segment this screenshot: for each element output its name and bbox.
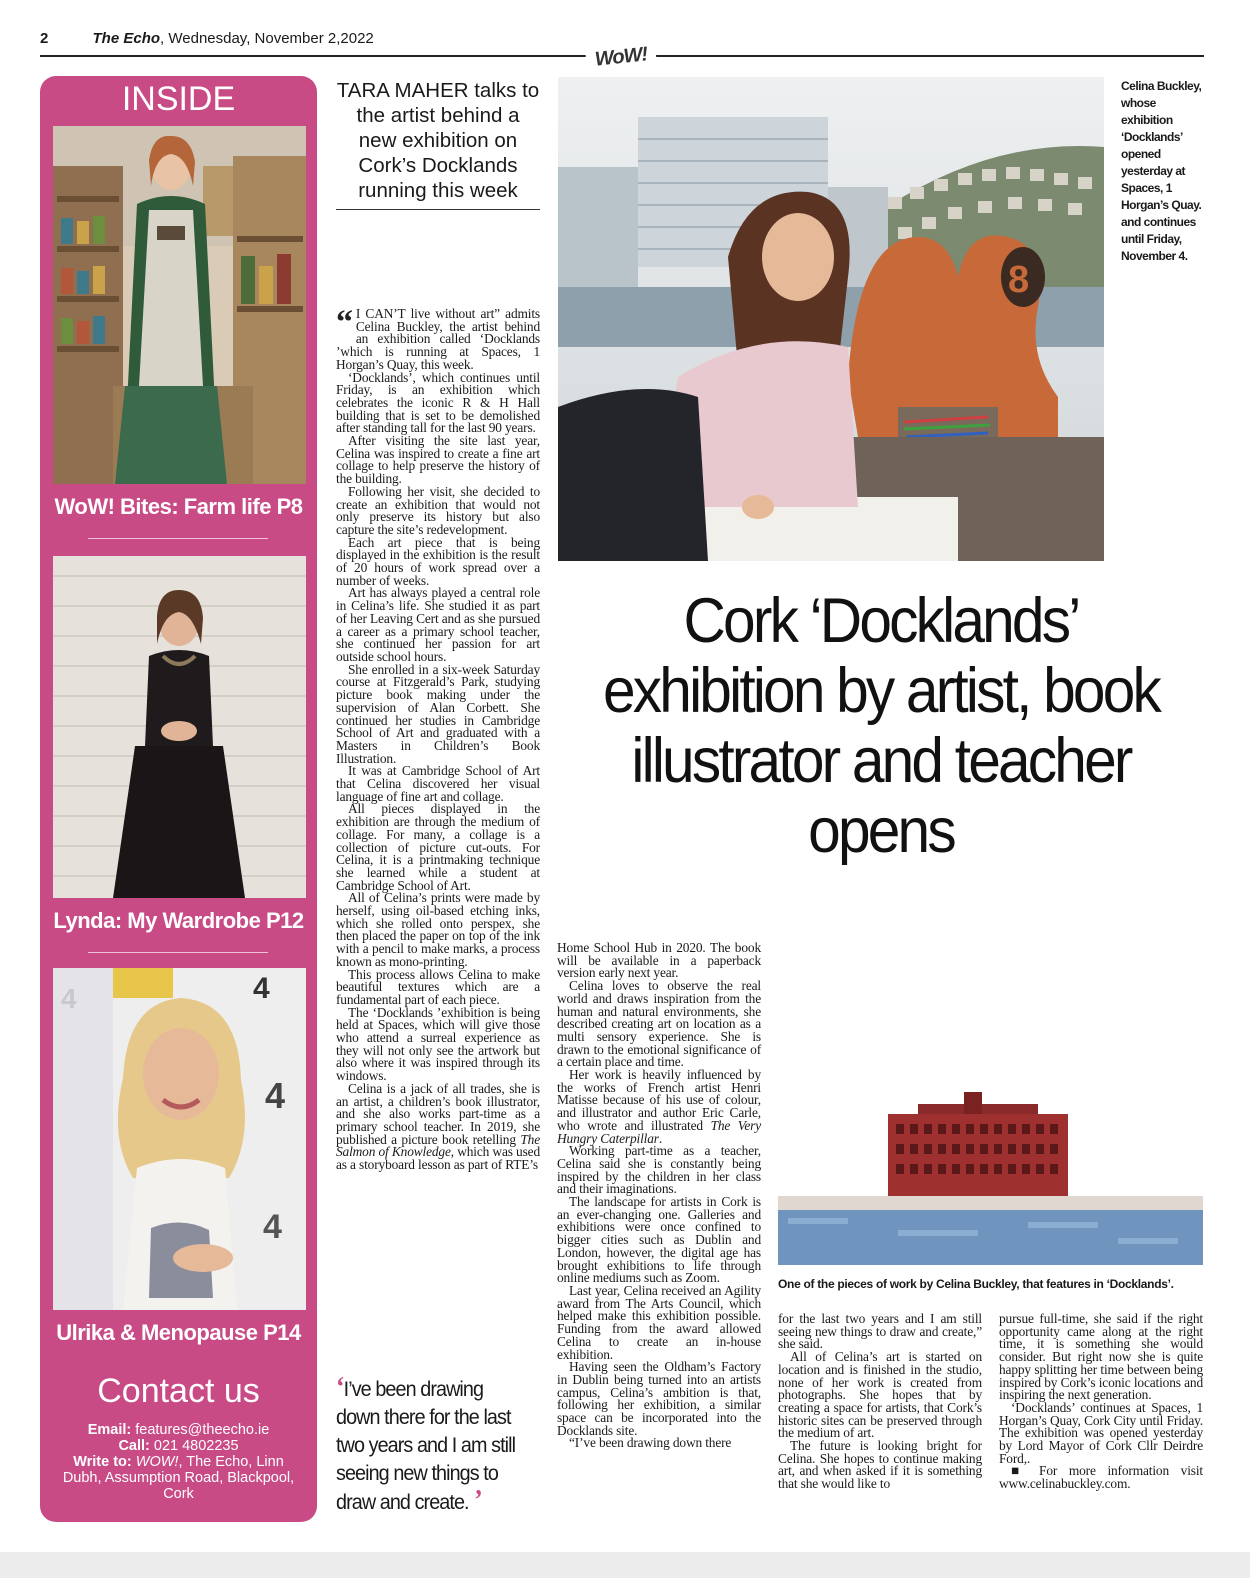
write-label: Write to: [73, 1454, 132, 1470]
paper-name: The Echo [92, 30, 161, 47]
phone-number[interactable]: 021 4802235 [153, 1438, 239, 1454]
paragraph: This process allows Celina to make beautiful textures which are a fundamental part of each piece. [336, 966, 540, 1007]
postal-address: , The Echo, Linn Dubh, Assumption Road, Blackpool, Cork [62, 1454, 295, 1502]
book-title: The Salmon of Knowledge [336, 1131, 540, 1160]
write-publication: WOW! [135, 1454, 179, 1470]
paragraph: “I’ve been drawing down there [569, 1435, 732, 1451]
paragraph: Having seen the Oldham’s Factory in Dublin being turned into an artists campus, Celina’s ambition is that, following her exhibition, a similar space can be incorporated into the Docklands site. [557, 1359, 761, 1438]
svg-text:4: 4 [265, 1075, 286, 1116]
artwork-image [778, 1078, 1203, 1265]
paragraph: Each art piece that is being displayed in the exhibition is the result of 20 hours of work spread over a number of weeks. [336, 534, 540, 588]
body-column-4 [999, 1313, 1203, 1491]
body-column-2 [557, 942, 761, 1450]
paragraph: Art has always played a central role in Celina’s life. She studied it as part of her Leaving Cert and as she pursued a career as a primary school teacher, she continued her passion for art outside school hours. [336, 585, 540, 664]
email-label: Email: [87, 1422, 132, 1438]
contact-details [54, 1422, 303, 1502]
paragraph: Home School Hub in 2020. The book will be available in a paperback version early next year. [557, 940, 761, 981]
open-quote-mark: “ [336, 304, 353, 341]
main-photo-caption: Celina Buckley, whose exhibition ‘Docklands’ opened yesterday at Spaces, 1 Horgan’s Quay. and continues until Friday, November 4. [1121, 79, 1202, 263]
paragraph: pursue full-time, she said if the right opportunity came along at the right time, it is something she would consider. But right now she is quite happy splitting her time between being inspired by Cork’s iconic locations and inspiring the next generation. [999, 1311, 1203, 1403]
paragraph: Working part-time as a teacher, Celina said she is constantly being inspired by the children in her class and their imaginations. [557, 1143, 761, 1197]
paragraph: Her work is heavily influenced by the works of French artist Henri Matisse because of his use of colour, and illustrator and author Eric Carle, who wrote and illustrated The Very Hungry Caterpillar. [557, 1067, 761, 1146]
sidebar-divider [88, 538, 268, 539]
sidebar-caption-farm-life[interactable]: WoW! Bites: Farm life P8 [54, 494, 303, 519]
call-label: Call: [118, 1438, 150, 1454]
email-link[interactable]: features@theecho.ie [135, 1422, 270, 1438]
paragraph: for the last two years and I am still seeing new things to draw and create,” she said. [778, 1311, 982, 1352]
paragraph: She enrolled in a six-week Saturday course at Fitzgerald’s Park, studying picture book making under the supervision of Alan Corbett. She continued her studies in Cambridge School of Art and graduated with a Masters in Children’s Book Illustration. [336, 661, 540, 766]
paragraph: The future is looking bright for Celina. She hopes to continue making art, and when asked if it is something that she would like to [778, 1438, 982, 1492]
svg-text:4: 4 [253, 972, 270, 1005]
paragraph: All pieces displayed in the exhibition are through the medium of collage. For many, a collage is a collection of picture cut-outs. For Celina, it is a printmaking technique she learned while a student at Cambridge School of Art. [336, 801, 540, 893]
paragraph: Celina loves to observe the real world and draws inspiration from the human and natural environments, she described creating art on location as a multi sensory experience. She is drawn to the emotional significance of a certain place and time. [557, 978, 761, 1070]
paragraph: It was at Cambridge School of Art that Celina discovered her visual language of fine art and collage. [336, 763, 540, 804]
paragraph: After visiting the site last year, Celina was inspired to create a fine art collage to help preserve the history of the building. [336, 433, 540, 487]
sidebar-divider [88, 952, 268, 953]
info-link[interactable]: ■ For more information visit www.celinabuckley.com. [999, 1463, 1203, 1492]
sidebar-title: INSIDE [121, 80, 236, 118]
ulrika-photo [53, 968, 306, 1310]
standfirst: TARA MAHER talks to the artist behind a new exhibition on Cork’s Docklands running this week [336, 78, 540, 210]
page-header [40, 30, 374, 47]
paragraph: The landscape for artists in Cork is an ever-changing one. Galleries and exhibitions were once confined to bigger cities such as Dublin and London, however, the digital age has brought exhibitions to life through online mediums such as Zoom. [557, 1194, 761, 1286]
issue-date: , Wednesday, November 2,2022 [160, 30, 374, 47]
main-photo-artist [558, 77, 1104, 561]
inside-sidebar [40, 76, 317, 1522]
pull-quote: ‘I’ve been drawing down there for the last two years and I am still seeing new things to draw and create. ’ [336, 1372, 516, 1516]
body-column-3 [778, 1313, 982, 1491]
farm-life-photo [53, 126, 306, 484]
headline: Cork ‘Docklands’ exhibition by artist, book illustrator and teacher opens [602, 586, 1160, 866]
paragraph: Last year, Celina received an Agility award from The Arts Council, which helped make this exhibition possible. Funding from the award allowed Celina to create an in-house exhibition. [557, 1282, 761, 1362]
pull-quote-close-mark: ’ [468, 1485, 482, 1516]
page-number: 2 [40, 30, 49, 47]
paragraph: Celina is a jack of all trades, she is an artist, a children’s book illustrator, and she also works part-time as a primary school teacher. In 2019, she published a picture book retelling The Salmon of Knowledge, which was used as a storyboard lesson as part of RTE’s [336, 1080, 540, 1173]
artwork-caption: One of the pieces of work by Celina Buckley, that features in ‘Docklands’. [778, 1277, 1174, 1291]
paragraph: ‘Docklands’, which continues until Friday, is an exhibition which celebrates the iconic R & H Hall building that is set to be demolished after standing tall for the last 90 years. [336, 369, 540, 436]
paragraph: All of Celina’s prints were made by herself, using oil-based etching inks, which she rolled onto perspex, she then placed the paper on top of the ink with a pencil to make marks, a process known as mono-printing. [336, 890, 540, 969]
page-bottom-margin [0, 1552, 1250, 1578]
section-logo: WoW! [585, 38, 658, 75]
paragraph: Following her visit, she decided to create an exhibition that would not only preserve its history but also capture the site’s redevelopment. [336, 483, 540, 537]
body-column-1 [336, 304, 540, 1173]
sidebar-caption-ulrika[interactable]: Ulrika & Menopause P14 [56, 1320, 301, 1345]
svg-text:8: 8 [1008, 259, 1030, 301]
paragraph: All of Celina’s art is started on location and is finished in the studio, none of her work is created from photographs. She hopes that by creating a space for artists, that Cork’s historic sites can be preserved through the medium of art. [778, 1349, 982, 1441]
sidebar-caption-lynda[interactable]: Lynda: My Wardrobe P12 [53, 908, 304, 933]
contact-title: Contact us [97, 1372, 260, 1410]
svg-text:4: 4 [61, 983, 77, 1014]
lynda-photo [53, 556, 306, 898]
svg-text:4: 4 [263, 1208, 282, 1246]
paragraph: ‘Docklands’ continues at Spaces, 1 Horgan’s Quay, Cork City until Friday. The exhibition was opened yesterday by Lord Mayor of Cork Cllr Deirdre Ford,. [999, 1399, 1203, 1466]
pull-quote-open-mark: ‘ [336, 1372, 344, 1403]
paragraph: I CAN’T live without art” admits Celina Buckley, the artist behind an exhibition called ‘Docklands ’which is running at Spaces, 1 Horgan’s Quay, this week. [336, 306, 540, 372]
paragraph: The ‘Docklands ’exhibition is being held at Spaces, which will give those who attend a surreal experience as they will not only see the artwork but also where it was inspired through its windows. [336, 1004, 540, 1084]
book-title: The Very Hungry Caterpillar [557, 1117, 761, 1146]
